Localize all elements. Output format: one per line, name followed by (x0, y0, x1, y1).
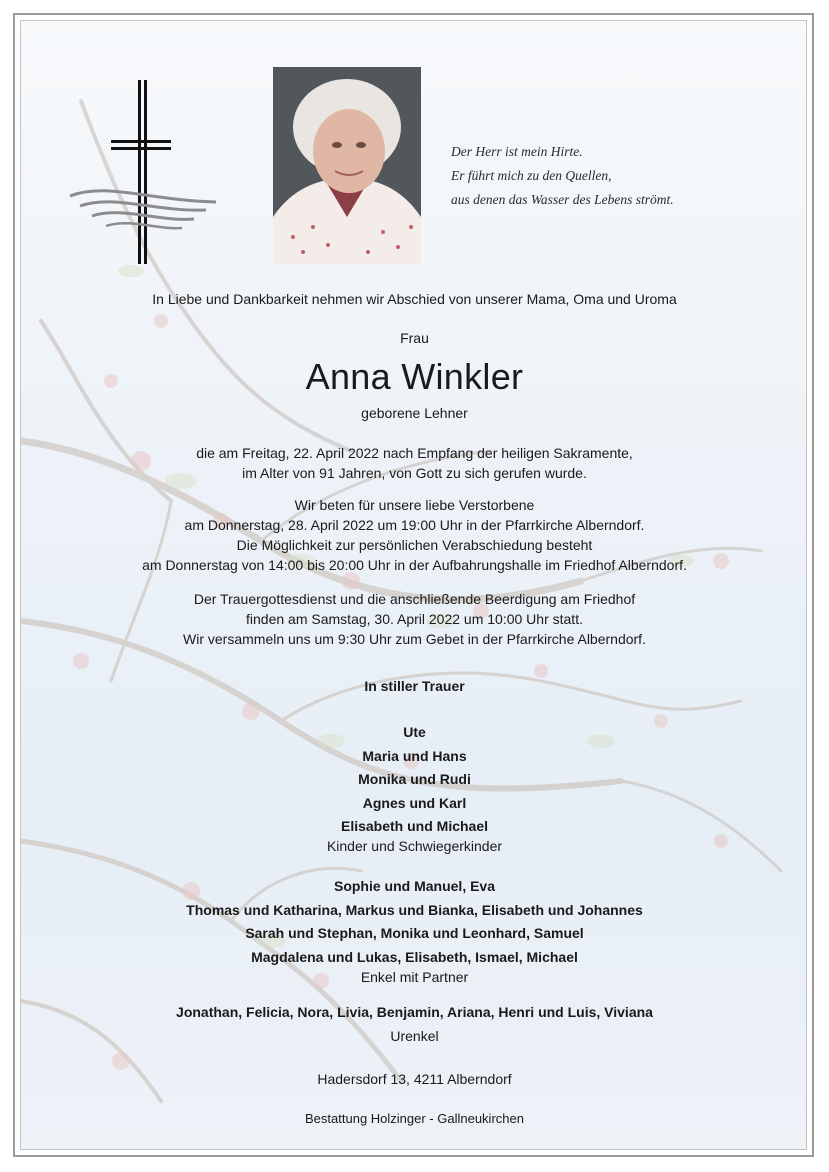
verse-line: Der Herr ist mein Hirte. (451, 144, 583, 159)
text-line: im Alter von 91 Jahren, von Gott zu sich gerufen wurde. (242, 465, 587, 481)
text-line: Wir versammeln uns um 9:30 Uhr zum Gebet in der Pfarrkirche Alberndorf. (183, 631, 646, 647)
deceased-name: Anna Winkler (305, 356, 524, 397)
list-item: Magdalena und Lukas, Elisabeth, Ismael, Michael (251, 948, 578, 965)
list-item: Sophie und Manuel, Eva (333, 878, 496, 894)
list-item: Agnes und Karl (362, 794, 467, 811)
text-line: Wir beten für unsere liebe Verstorbene (294, 497, 535, 513)
grandchildren-label: Enkel mit Partner (360, 969, 469, 985)
list-item: Thomas und Katharina, Markus und Bianka, Elisabeth und Johannes (186, 901, 643, 918)
portrait-photo (273, 67, 421, 264)
list-item: Ute (403, 724, 426, 740)
cross-with-waves-icon (66, 78, 226, 268)
mourning-heading: In stiller Trauer (364, 678, 465, 694)
funeral-notice (0, 589, 829, 649)
verse-line: aus denen das Wasser des Lebens strömt. (451, 192, 674, 207)
death-notice (0, 443, 829, 483)
funeral-home: Bestattung Holzinger - Gallneukirchen (305, 1111, 524, 1126)
great-grandchildren-label: Urenkel (390, 1028, 439, 1044)
children-list (0, 721, 829, 839)
maiden-name: geborene Lehner (361, 405, 468, 421)
list-item: Elisabeth und Michael (340, 818, 489, 834)
address: Hadersdorf 13, 4211 Alberndorf (317, 1071, 512, 1087)
great-grandchildren-list: Jonathan, Felicia, Nora, Livia, Benjamin, Ariana, Henri und Luis, Viviana (176, 1004, 653, 1020)
text-line: finden am Samstag, 30. April 2022 um 10:00 Uhr statt. (246, 611, 583, 627)
verse-line: Er führt mich zu den Quellen, (451, 168, 612, 183)
text-line: Der Trauergottesdienst und die anschließende Beerdigung am Friedhof (193, 591, 636, 607)
text-line: die am Freitag, 22. April 2022 nach Empfang der heiligen Sakramente, (196, 445, 633, 461)
text-line: Die Möglichkeit zur persönlichen Verabschiedung besteht (236, 537, 593, 553)
list-item: Monika und Rudi (358, 771, 471, 787)
list-item: Sarah und Stephan, Monika und Leonhard, Samuel (245, 925, 584, 941)
grandchildren-list (0, 875, 829, 969)
text-line: am Donnerstag von 14:00 bis 20:00 Uhr in der Aufbahrungshalle im Friedhof Alberndorf. (142, 557, 687, 573)
salutation: Frau (400, 330, 429, 346)
text-line: am Donnerstag, 28. April 2022 um 19:00 Uhr in der Pfarrkirche Alberndorf. (184, 517, 645, 533)
list-item: Maria und Hans (362, 747, 467, 764)
intro-text: In Liebe und Dankbarkeit nehmen wir Abschied von unserer Mama, Oma und Uroma (152, 291, 677, 307)
children-label: Kinder und Schwiegerkinder (326, 838, 503, 854)
bible-verse (451, 140, 781, 212)
prayer-notice (0, 495, 829, 575)
